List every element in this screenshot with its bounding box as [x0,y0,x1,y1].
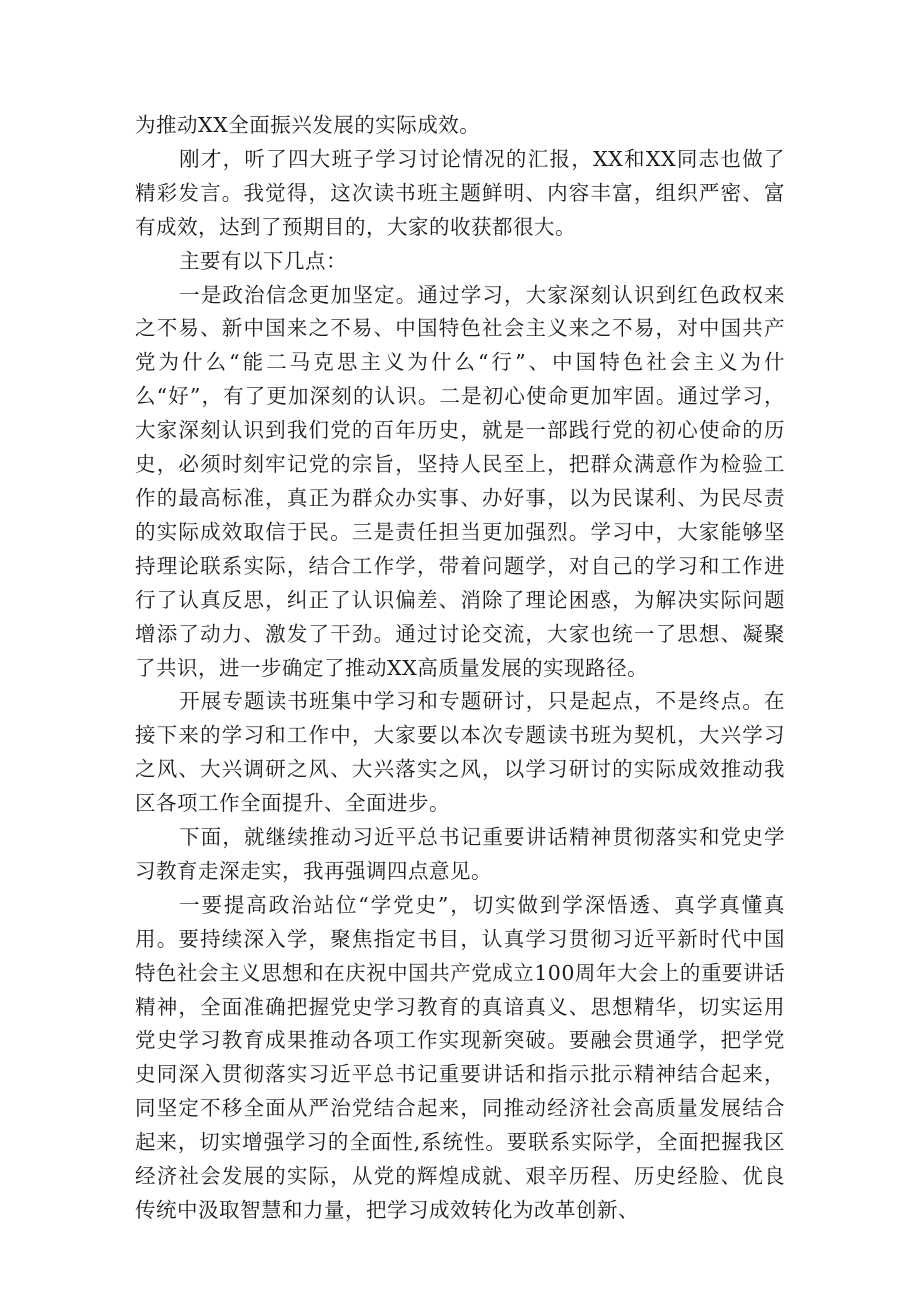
paragraph-6: 下面，就继续推动习近平总书记重要讲话精神贯彻落实和党史学习教育走深走实，我再强调四点意见。 [135,825,785,883]
paragraph-5: 开展专题读书班集中学习和专题研讨，只是起点，不是终点。在接下来的学习和工作中，大家要以本次专题读书班为契机，大兴学习之风、大兴调研之风、大兴落实之风，以学习研讨的实际成效推动我区各项工作全面提升、全面进步。 [135,689,785,816]
paragraph-7: 一要提高政治站位“学党史”，切实做到学深悟透、真学真懂真用。要持续深入学，聚焦指定书目，认真学习贯彻习近平新时代中国特色社会主义思想和在庆祝中国共产党成立100周年大会上的重要讲话精神，全面准确把握党史学习教育的真谙真义、思想精华，切实运用党史学习教育成果推动各项工作实现新突破。要融会贯通学，把学党史同深入贯彻落实习近平总书记重要讲话和指示批示精神结合起来，同坚定不移全面从严治党结合起来，同推动经济社会高质量发展结合起来，切实增强学习的全面性,系统性。要联系实际学，全面把握我区经济社会发展的实际，从党的辉煌成就、艰辛历程、历史经脸、优良传统中汲取智慧和力量，把学习成效转化为改革创新、 [135,892,785,1222]
paragraph-2: 刚才，听了四大班子学习讨论情况的汇报，XX和XX同志也做了精彩发言。我觉得，这次读书班主题鲜明、内容丰富，组织严密、富有成效，达到了预期目的，大家的收获都很大。 [135,146,785,239]
document-page [135,109,785,1228]
paragraph-4: 一是政治信念更加坚定。通过学习，大家深刻认识到红色政权来之不易、新中国来之不易、中国特色社会主义来之不易，对中国共产党为什么“能二马克思主义为什么“行”、中国特色社会主义为什么“好”，有了更加深刻的认识。二是初心使命更加牢固。通过学习，大家深刻认识到我们党的百年历史，就是一部践行党的初心使命的历史，必须时刻牢记党的宗旨，坚持人民至上，把群众满意作为检验工作的最高标准，真正为群众办实事、办好事，以为民谋利、为民尽责的实际成效取信于民。三是责任担当更加强烈。学习中，大家能够坚持理论联系实际，结合工作学，带着问题学，对自己的学习和工作进行了认真反思，纠正了认识偏差、消除了理论困惑，为解决实际问题增添了动力、激发了干劲。通过讨论交流，大家也统一了思想、凝聚了共识，进一步确定了推动XX高质量发展的实现路径。 [135,282,785,680]
paragraph-1: 为推动XX全面振兴发展的实际成效。 [135,113,481,137]
paragraph-3: 主要有以下几点： [179,248,348,273]
